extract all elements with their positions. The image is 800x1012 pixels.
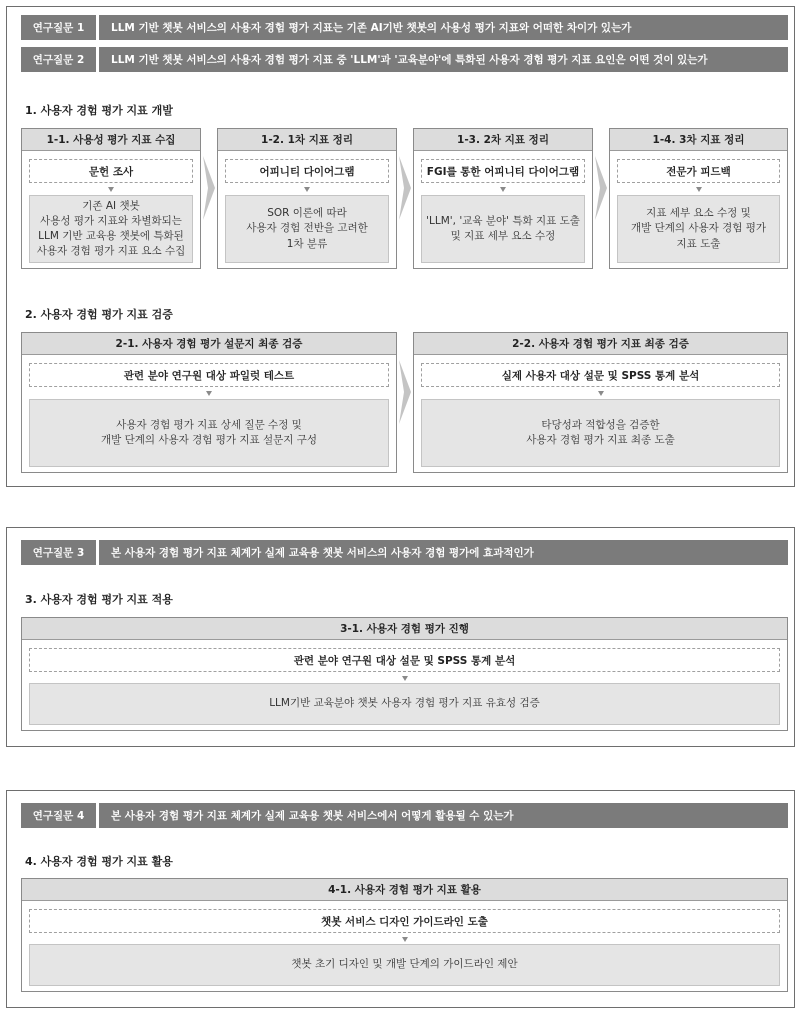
stage-result: LLM기반 교육분야 챗봇 사용자 경험 평가 지표 유효성 검증 [29,683,780,725]
stage-result: 지표 세부 요소 수정 및 개발 단계의 사용자 경험 평가 지표 도출 [617,195,780,263]
phase-panel-application [6,527,795,747]
stage-method: 어피니티 다이어그램 [225,159,389,183]
stage-result: SOR 이론에 따라 사용자 경험 전반을 고려한 1차 분류 [225,195,389,263]
down-arrow-icon [598,391,604,396]
stage-2-1 [21,332,397,473]
shadow-divider [150,499,650,507]
research-question-label: 연구질문 3 [21,540,96,565]
stage-method: 문헌 조사 [29,159,193,183]
stage-1-1 [21,128,201,269]
down-arrow-icon [402,676,408,681]
stage-heading: 2-1. 사용자 경험 평가 설문지 최종 검증 [22,333,396,355]
stage-result: 기존 AI 챗봇 사용성 평가 지표와 차별화되는 LLM 기반 교육용 챗봇에 특화된 사용자 경험 평가 지표 요소 수집 [29,195,193,263]
down-arrow-icon [402,937,408,942]
research-question-text: LLM 기반 챗봇 서비스의 사용자 경험 평가 지표 중 'LLM'과 '교육분야'에 특화된 사용자 경험 평가 지표 요인은 어떤 것이 있는가 [99,47,788,72]
stage-heading: 4-1. 사용자 경험 평가 지표 활용 [22,879,787,901]
stage-method: 관련 분야 연구원 대상 설문 및 SPSS 통계 분석 [29,648,780,672]
research-question-4 [21,803,788,828]
stage-heading: 1-4. 3차 지표 정리 [610,129,787,151]
stage-heading: 1-1. 사용성 평가 지표 수집 [22,129,200,151]
section-title-application: 3. 사용자 경험 평가 지표 적용 [25,593,173,606]
research-question-label: 연구질문 2 [21,47,96,72]
stage-result: 챗봇 초기 디자인 및 개발 단계의 가이드라인 제안 [29,944,780,986]
stage-method: 전문가 피드백 [617,159,780,183]
research-question-1 [21,15,788,40]
stage-method: FGI를 통한 어피니티 다이어그램 [421,159,585,183]
stage-heading: 3-1. 사용자 경험 평가 진행 [22,618,787,640]
section-title-utilization: 4. 사용자 경험 평가 지표 활용 [25,855,173,868]
research-question-text: LLM 기반 챗봇 서비스의 사용자 경험 평가 지표는 기존 AI기반 챗봇의 사용성 평가 지표와 어떠한 차이가 있는가 [99,15,788,40]
stage-1-4 [609,128,788,269]
down-arrow-icon [206,391,212,396]
research-question-label: 연구질문 4 [21,803,96,828]
stage-heading: 1-2. 1차 지표 정리 [218,129,396,151]
chevron-right-icon [399,360,411,424]
stage-2-2 [413,332,788,473]
stage-1-3 [413,128,593,269]
section-title-development: 1. 사용자 경험 평가 지표 개발 [25,104,173,117]
phase-panel-utilization [6,790,795,1008]
research-question-text: 본 사용자 경험 평가 지표 체계가 실제 교육용 챗봇 서비스의 사용자 경험 평가에 효과적인가 [99,540,788,565]
down-arrow-icon [696,187,702,192]
down-arrow-icon [500,187,506,192]
research-question-text: 본 사용자 경험 평가 지표 체계가 실제 교육용 챗봇 서비스에서 어떻게 활용될 수 있는가 [99,803,788,828]
stage-result: 타당성과 적합성을 검증한 사용자 경험 평가 지표 최종 도출 [421,399,780,467]
section-title-validation: 2. 사용자 경험 평가 지표 검증 [25,308,173,321]
research-question-3 [21,540,788,565]
shadow-divider [167,283,637,291]
stage-result: 사용자 경험 평가 지표 상세 질문 수정 및 개발 단계의 사용자 경험 평가 지표 설문지 구성 [29,399,389,467]
research-question-2 [21,47,788,72]
stage-method: 챗봇 서비스 디자인 가이드라인 도출 [29,909,780,933]
stage-3-1 [21,617,788,731]
down-arrow-icon [108,187,114,192]
stage-heading: 2-2. 사용자 경험 평가 지표 최종 검증 [414,333,787,355]
stage-method: 관련 분야 연구원 대상 파일럿 테스트 [29,363,389,387]
stage-1-2 [217,128,397,269]
chevron-right-icon [399,156,411,220]
chevron-right-icon [595,156,607,220]
stage-result: 'LLM', '교육 분야' 특화 지표 도출 및 지표 세부 요소 수정 [421,195,585,263]
stage-method: 실제 사용자 대상 설문 및 SPSS 통계 분석 [421,363,780,387]
stage-4-1 [21,878,788,992]
shadow-divider [150,762,650,770]
phase-panel-development-validation [6,6,795,487]
down-arrow-icon [304,187,310,192]
chevron-right-icon [203,156,215,220]
research-question-label: 연구질문 1 [21,15,96,40]
stage-heading: 1-3. 2차 지표 정리 [414,129,592,151]
